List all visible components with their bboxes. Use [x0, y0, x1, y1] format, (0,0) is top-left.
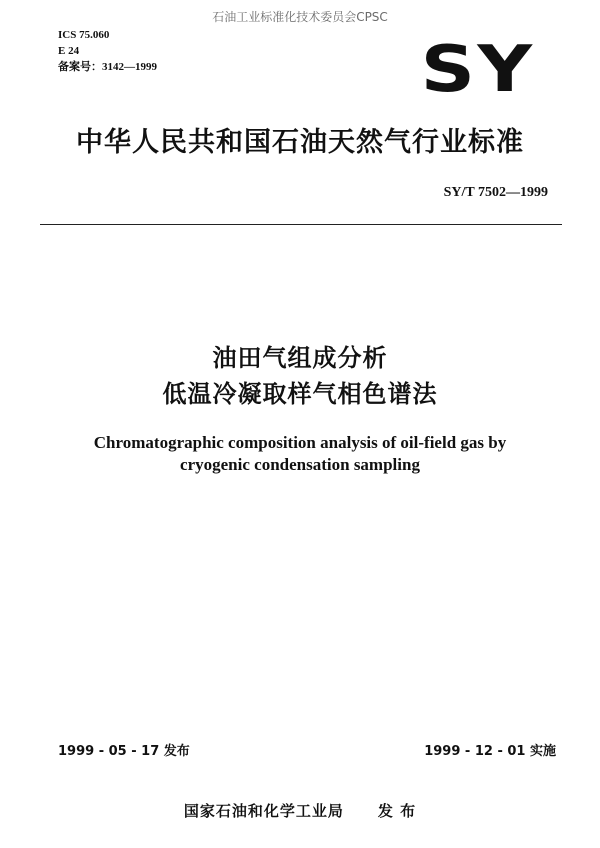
publisher-line	[0, 800, 600, 821]
record-number: 备案号：3142—1999	[58, 61, 157, 73]
title-cn-line2: 低温冷凝取样气相色谱法	[162, 380, 438, 408]
implementation-date: 1999 - 12 - 01 实施	[424, 744, 556, 759]
standard-number: SY/T 7502—1999	[443, 185, 548, 200]
publisher-name: 国家石油和化学工业局	[183, 802, 344, 820]
ccs-code: E 24	[58, 45, 80, 57]
watermark-text: 石油工业标准化技术委员会CPSC	[212, 10, 388, 24]
title-en-line1: Chromatographic composition analysis of oil-field gas by	[93, 433, 507, 452]
title-en-line2: cryogenic condensation sampling	[180, 455, 420, 474]
publisher-action: 发 布	[377, 802, 417, 820]
header-title: 中华人民共和国石油天然气行业标准	[76, 127, 524, 158]
issue-date: 1999 - 05 - 17 发布	[58, 744, 190, 759]
sy-logo: SY	[420, 33, 534, 107]
ics-code: ICS 75.060	[58, 29, 110, 41]
divider-rule	[40, 224, 562, 225]
title-cn-line1: 油田气组成分析	[212, 344, 388, 372]
